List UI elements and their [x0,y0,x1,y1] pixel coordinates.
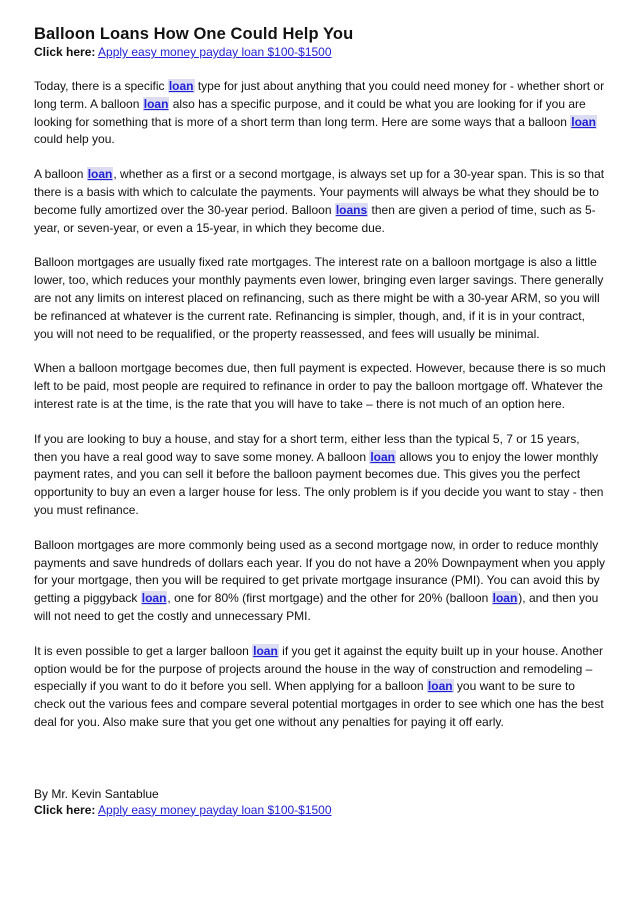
paragraph-text: you want to be sure to check out the various fees and compare several potential mortgages in order to see which one has the best deal for you. Also make sure that you get one without any penalties for paying it off early. [34,679,604,729]
paragraph-text: allows you to enjoy the lower monthly payment rates, and you can sell it before the balloon payment becomes due. This gives you the perfect opportunity to buy an even a larger house for less. The only problem is if you decide you want to stay - then you must refinance. [34,449,604,517]
paragraph-text: type for just about anything that you could need money for - whether short or long term. A balloon [34,79,605,111]
paragraph-text: Balloon mortgages are more commonly being used as a second mortgage now, in order to reduce monthly payments and save hundreds of dollars each year. If you do not have a 20% Downpayment when you apply for your mortgage, then you will be required to get private mortgage insurance (PMI). You can avoid this by getting a piggyback [34,537,606,606]
click-here-line [34,44,638,60]
loan-keyword-link[interactable]: loan [168,79,194,93]
page-title: Balloon Loans How One Could Help You [34,25,354,43]
loan-keyword-link[interactable]: loan [87,167,113,182]
paragraph-1 [34,78,606,149]
paragraph-3: Balloon mortgages are usually fixed rate mortgages. The interest rate on a balloon mortgage is also a little lower, too, which reduces your monthly payments even lower, bringing even larger savings. There generally are not any limits on interest placed on refinancing, such as there might be with a 30-year ARM, so you will be refinanced at whatever is the current rate. Refinancing is simpler, though, and, if it is in your contract, you will not need to be requalified, or the property reassessed, and fees will usually be minimal. [34,255,604,341]
paragraph-text: could help you. [34,132,115,147]
paragraph-text: It is even possible to get a larger balloon [34,643,253,658]
paragraph-4: When a balloon mortgage becomes due, then full payment is expected. However, because there is so much left to be paid, most people are required to refinance in order to pay the balloon mortgage off. Whatever the interest rate is at the time, is the rate that you will have to take – there is not much of an option here. [34,361,606,411]
author-byline: By Mr. Kevin Santablue [34,786,159,801]
loan-keyword-link[interactable]: loan [571,114,596,129]
paragraph-text: if you get it against the equity built up in your house. Another option would be for the purpose of projects around the house in the way of construction and remodeling – especially if you want to do it before you sell. When applying for a balloon [34,643,604,694]
paragraph-5 [34,431,606,520]
paragraph-text: ), and then you will not need to get the costly and unnecessary PMI. [34,591,599,623]
loan-keyword-link[interactable]: loan [253,643,278,658]
paragraph-text: , one for 80% (first mortgage) and the other for 20% (balloon [167,591,492,606]
footer-click-here-line [34,802,638,818]
loan-keyword-link[interactable]: loan [492,591,518,606]
author-footer [34,786,638,818]
payday-loan-link[interactable]: Apply easy money payday loan $100-$1500 [98,45,332,59]
paragraph-6 [34,537,606,626]
click-here-label: Click here: [34,802,96,817]
loan-keyword-link[interactable]: loan [370,449,395,464]
paragraph-text: then are given a period of time, such as 5-year, or seven-year, or even a 15-year, in which they become due. [34,202,596,235]
paragraph-7 [34,643,606,732]
loans-keyword-link[interactable]: loans [335,202,368,217]
loan-keyword-link[interactable]: loan [141,591,167,606]
paragraph-text: Today, there is a specific [34,79,168,93]
paragraph-text: A balloon [34,167,87,182]
paragraph-text: also has a specific purpose, and it could be what you are looking for if you are looking for something that is more of a short term than long term. Here are some ways that a balloon [34,96,586,129]
click-here-label: Click here: [34,45,96,59]
payday-loan-link[interactable]: Apply easy money payday loan $100-$1500 [98,802,332,817]
loan-keyword-link[interactable]: loan [143,96,169,111]
paragraph-2 [34,166,606,237]
paragraph-text: If you are looking to buy a house, and stay for a short term, either less than the typical 5, 7 or 15 years, then you have a real good way to save some money. A balloon [34,431,580,464]
paragraph-text: , whether as a first or a second mortgage, is always set up for a 30-year span. This is so that there is a basis with which to calculate the payments. Your payments will always be what they should be to become fully amortized over the 30-year period. Balloon [34,167,605,217]
loan-keyword-link[interactable]: loan [427,679,453,694]
